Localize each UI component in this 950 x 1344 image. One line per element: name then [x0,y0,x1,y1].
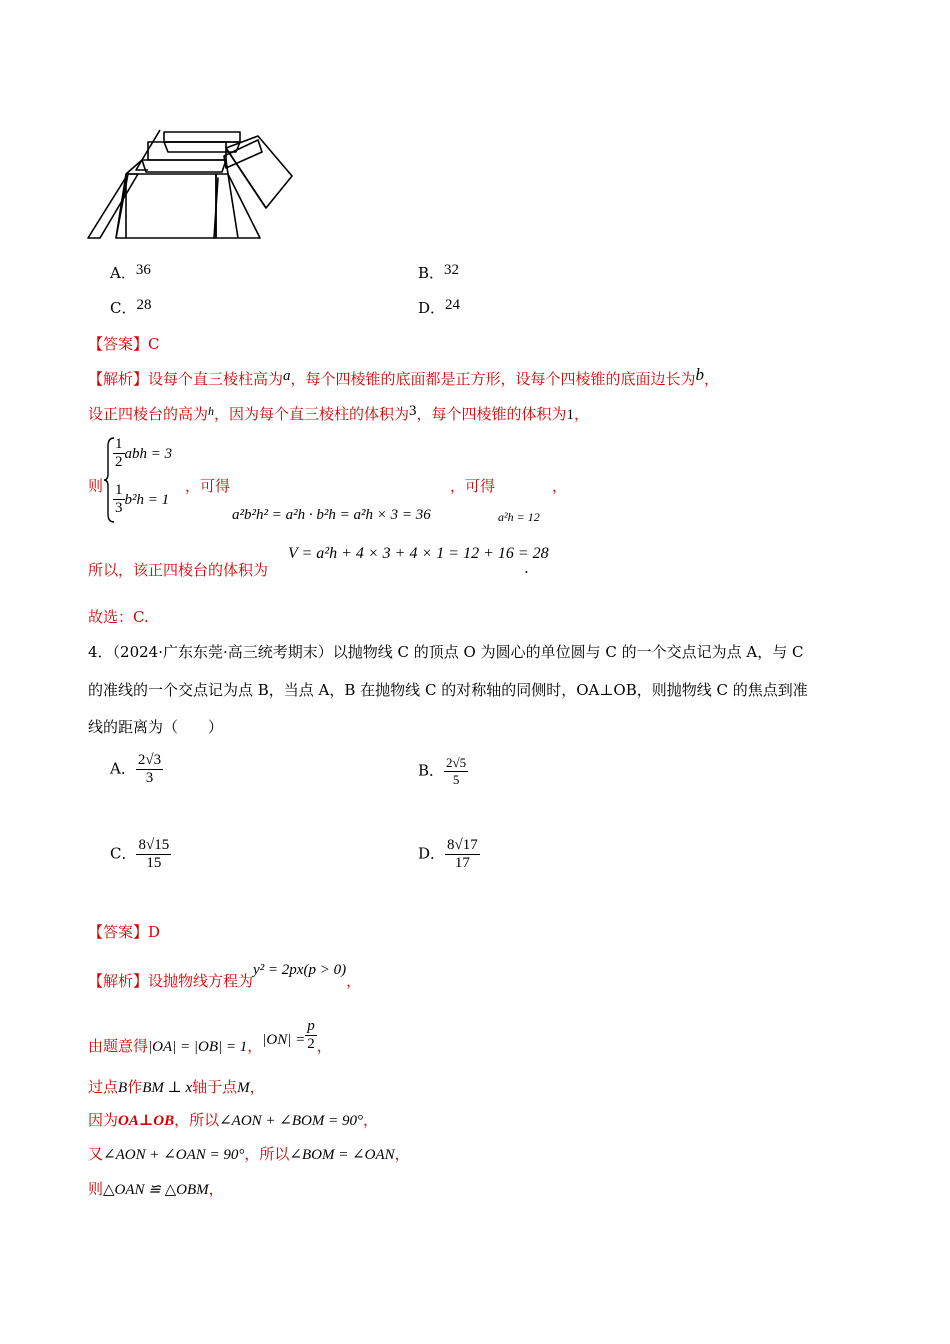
option-letter: B． [418,264,445,282]
period: . [524,559,529,577]
denominator: 2 [307,1036,315,1052]
text: ，所以 [174,1111,220,1129]
text: ，每个四棱锥的体积为 [416,405,567,423]
analysis-label: 【解析】 [88,370,149,388]
text: （2024·广东东莞·高三统考期末）以抛物线 C 的顶点 O 为圆心的单位圆与 C 的一个交点记为点 A，与 C [112,643,804,661]
option-value: 32 [444,262,460,278]
text: ， [346,972,362,990]
text: ， [249,1078,265,1096]
comma: ， [552,477,568,495]
denominator: 3 [115,500,123,516]
option-c [110,837,171,872]
equation: BM ⊥ x [142,1080,193,1096]
text: ， [208,1180,224,1198]
option-d [418,837,480,872]
ze-label: 则 [88,477,104,495]
numerator: 2√5 [446,755,467,770]
option-letter: C． [110,844,137,863]
q4-stem-line-2: 的准线的一个交点记为点 B，当点 A，B 在抛物线 C 的对称轴的同侧时，OA⊥OB，则抛物线 C 的焦点到准 [88,681,808,699]
expression: b²h = 1 [124,492,170,508]
analysis-line-1 [88,365,720,389]
kede-2: ，可得 [450,477,496,495]
solid-figure [86,128,296,243]
analysis-label: 【解析】 [88,972,149,990]
text: 又 [88,1145,104,1163]
var-b: B [118,1080,128,1096]
option-value: 28 [136,297,152,313]
q4-analysis-line-2 [88,1018,332,1053]
text: 过点 [88,1078,119,1096]
equation: OA⊥OB [118,1113,175,1129]
fraction [136,837,171,872]
denominator: 5 [452,772,460,787]
volume-eq: V = a²h + 4 × 3 + 4 × 1 = 12 + 16 = 28 [288,545,549,562]
option-d [418,297,460,318]
denominator: 3 [145,770,154,786]
text: ， [574,405,590,423]
text: ，每个四棱锥的底面都是正方形，设每个四棱锥的底面边长为 [290,370,696,388]
denominator: 17 [454,855,470,871]
answer-label: 【答案】C [88,335,160,353]
kede-1: ，可得 [185,477,231,495]
conclusion: 故选：C. [88,608,149,626]
var-a: a [283,368,291,384]
eq-a2b2h2: a²b²h² = a²h · b²h = a²h × 3 = 36 [232,507,431,523]
text: ， [394,1145,410,1163]
option-letter: C． [110,299,137,317]
num: 3 [409,403,417,419]
q4-analysis-line-5 [88,1143,410,1164]
option-letter: A． [110,264,136,282]
q4-analysis-line-1 [88,962,362,991]
text: ， [704,370,720,388]
system-eq-2 [113,482,169,517]
numerator: 8√17 [447,837,478,853]
volume-text: 所以，该正四棱台的体积为 [88,561,269,579]
text: ，所以 [244,1145,290,1163]
option-b [418,755,468,788]
num: 1 [566,407,575,423]
numerator: 1 [115,482,123,498]
var-m: M [237,1080,250,1096]
fraction [445,837,480,872]
analysis-line-2 [88,403,589,424]
fraction [136,752,163,787]
fraction [113,436,125,471]
equation: |ON| = [262,1031,306,1048]
q4-stem-line-1 [88,641,803,662]
text: 轴于点 [192,1078,238,1096]
option-letter: A． [110,759,136,778]
equation: y² = 2px(p > 0) [253,962,347,978]
equation: ∠AON + ∠OAN = 90° [103,1147,245,1163]
option-letter: B． [418,761,445,780]
q4-stem-line-3: 线的距离为（ ） [88,718,224,736]
text: 则 [88,1180,104,1198]
text: 由题意得 [88,1036,149,1055]
var-b: b [695,365,705,384]
option-b [418,262,459,283]
fraction [444,755,468,788]
q4-analysis-line-3 [88,1076,265,1097]
q4-analysis-line-4 [88,1109,378,1130]
eq-a2h: a²h = 12 [498,510,540,524]
expression: abh = 3 [124,446,173,462]
equation: ∠AON + ∠BOM = 90° [219,1113,363,1129]
fraction [305,1018,317,1053]
option-value: 36 [135,262,151,278]
denominator: 15 [146,855,162,871]
q4-analysis-line-6 [88,1178,224,1199]
var-h: h [208,404,215,418]
option-a [110,752,163,787]
text: 设抛物线方程为 [148,972,254,990]
equation: ∠BOM = ∠OAN [289,1147,395,1163]
numerator: 8√15 [138,837,170,853]
equation: |OA| = |OB| = 1 [148,1038,248,1055]
option-letter: D． [418,299,446,317]
text: 作 [127,1078,143,1096]
text: ， [247,1036,263,1055]
system-eq-1 [113,436,172,471]
text: ，因为每个直三棱柱的体积为 [214,405,410,423]
numerator: 1 [115,436,123,452]
text: ， [362,1111,378,1129]
denominator: 2 [115,454,123,470]
question-number: 4． [88,643,113,661]
option-letter: D． [418,844,446,863]
text: 设正四棱台的高为 [88,405,209,423]
option-a [110,262,151,283]
fraction [113,482,125,517]
text: ， [316,1036,332,1055]
text: 设每个直三棱柱高为 [148,370,284,388]
text: 因为 [88,1111,119,1129]
equation: △OAN ≌ △OBM [103,1182,209,1198]
option-c [110,297,151,318]
option-value: 24 [445,297,461,313]
numerator: p [307,1018,315,1034]
numerator: 2√3 [137,752,162,768]
answer-label: 【答案】D [88,923,161,941]
